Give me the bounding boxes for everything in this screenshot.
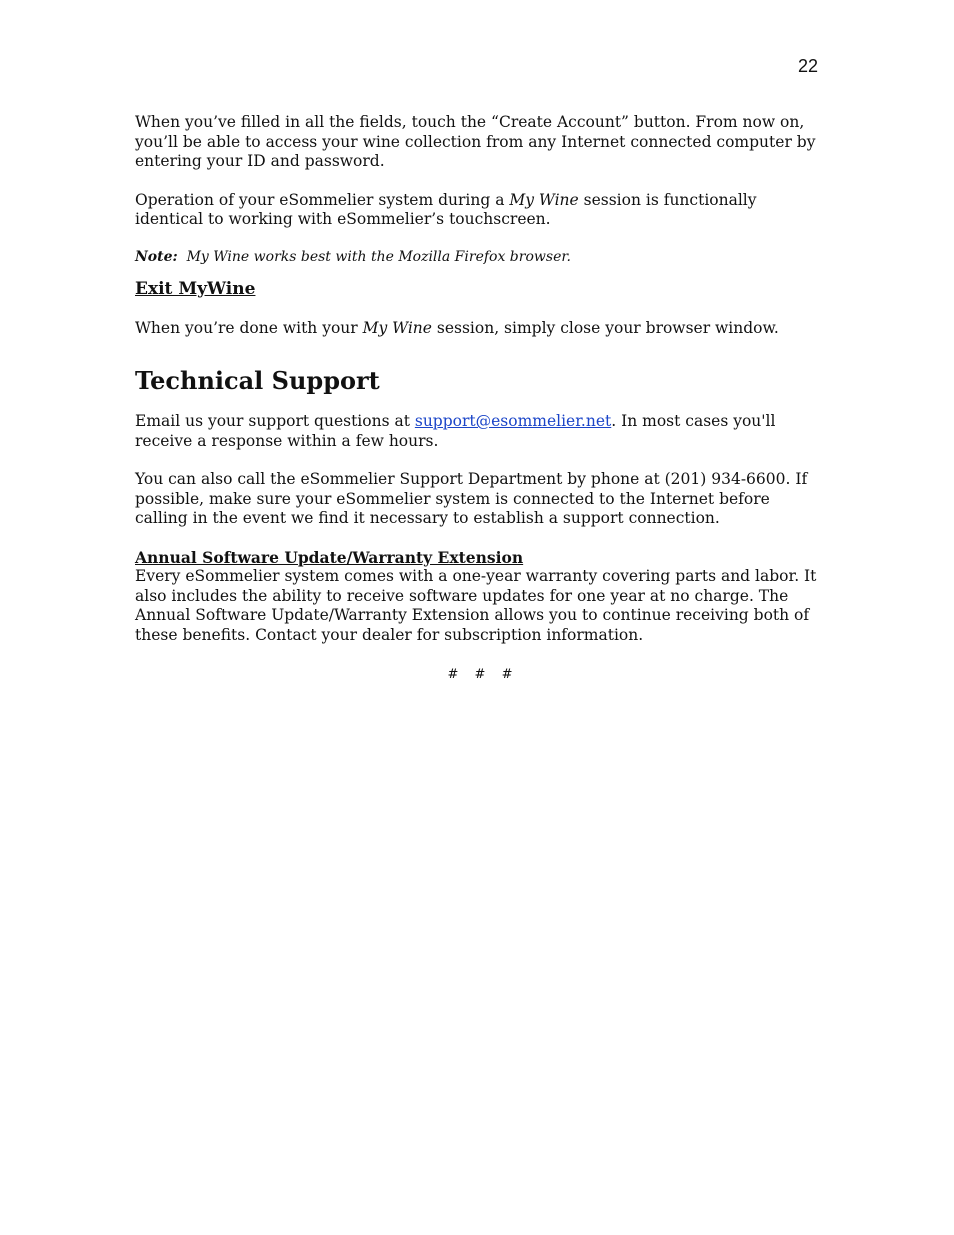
browser-note [135, 248, 825, 266]
exit-paragraph [135, 319, 825, 339]
exit-text-post: session, simply close your browser window. [431, 318, 779, 337]
exit-mywine-heading: Exit MyWine [135, 278, 256, 299]
operation-text-pre: Operation of your eSommelier system during a [135, 190, 510, 209]
page-content [135, 113, 825, 684]
technical-support-heading: Technical Support [135, 366, 380, 395]
note-text: My Wine works best with the Mozilla Firefox browser. [177, 248, 571, 265]
email-text-post: . In most cases you'll receive a response within a few hours. [135, 412, 776, 450]
warranty-paragraph: Every eSommelier system comes with a one-year warranty covering parts and labor. It also includes the ability to receive software updates for one year at no charge. The Annual Software Update/Warranty Extension allows you to continue receiving both of these benefits. Contact your dealer for subscription information. [135, 567, 817, 644]
end-mark: # # # [447, 667, 519, 682]
support-email-link[interactable]: support@esommelier.net [414, 412, 612, 430]
operation-paragraph [135, 191, 825, 230]
my-wine-emphasis: My Wine [509, 190, 579, 209]
note-label: Note: [135, 248, 178, 265]
email-text-pre: Email us your support questions at [135, 412, 415, 430]
warranty-heading: Annual Software Update/Warranty Extension [135, 547, 524, 567]
exit-text-pre: When you’re done with your [135, 318, 363, 337]
exit-my-wine-emphasis: My Wine [362, 318, 432, 337]
page-number: 22 [798, 56, 819, 76]
operation-text-post: session is functionally identical to working with eSommelier’s touchscreen. [135, 190, 757, 228]
email-support-paragraph [135, 412, 825, 451]
create-account-paragraph: When you’ve filled in all the fields, touch the “Create Account” button. From now on, you’ll be able to access your wine collection from any Internet connected computer by entering your ID and password. [135, 113, 816, 170]
phone-support-paragraph: You can also call the eSommelier Support Department by phone at (201) 934-6600. If possible, make sure your eSommelier system is connected to the Internet before calling in the event we find it necessary to establish a support connection. [135, 470, 808, 527]
